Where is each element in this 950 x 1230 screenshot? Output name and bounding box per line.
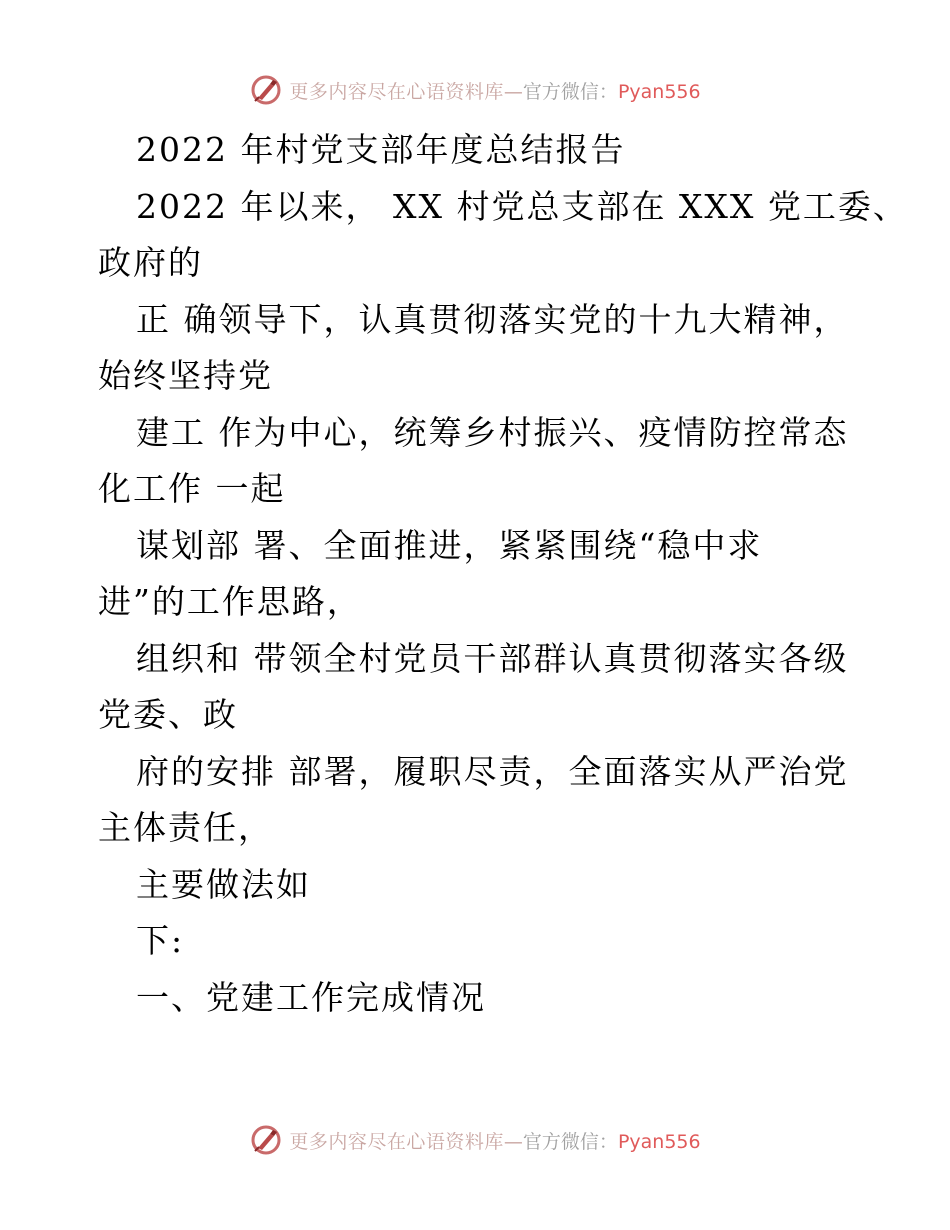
banner-wechat-id: Pyan556 xyxy=(617,1130,701,1153)
banner-wechat-id: Pyan556 xyxy=(617,80,701,103)
doc-line: 正 确领导下，认真贯彻落实党的十九大精神， xyxy=(136,299,849,339)
footer-banner xyxy=(0,1120,950,1160)
doc-line: 主体责任， xyxy=(98,808,273,847)
logo-pen-icon xyxy=(249,73,283,107)
banner-wechat-label: 官方微信： xyxy=(522,80,618,103)
banner-text xyxy=(289,77,700,104)
banner-site-name: 更多内容尽在心语资料库 xyxy=(289,1130,504,1153)
doc-line: 政府的 xyxy=(98,243,203,282)
doc-line: 进”的工作思路， xyxy=(98,582,362,621)
doc-line: 化工作 一起 xyxy=(98,469,286,508)
doc-line: 党委、政 xyxy=(98,695,238,734)
doc-title: 2022 年村党支部年度总结报告 xyxy=(136,130,626,169)
doc-line: 下: xyxy=(136,921,185,960)
doc-line: 组织和 带领全村党员干部群认真贯彻落实各级 xyxy=(136,638,849,678)
banner-text xyxy=(289,1127,700,1154)
banner-separator: — xyxy=(503,1130,523,1153)
doc-line: 主要做法如 xyxy=(136,864,311,904)
logo-pen-icon xyxy=(249,1123,283,1157)
banner-content xyxy=(249,1123,700,1157)
document-body xyxy=(98,122,908,1026)
banner-content xyxy=(249,73,700,107)
section-heading: 一、党建工作完成情况 xyxy=(136,977,486,1017)
banner-separator: — xyxy=(503,80,523,103)
doc-line: 谋划部 署、全面推进，紧紧围绕“稳中求 xyxy=(136,525,763,565)
banner-site-name: 更多内容尽在心语资料库 xyxy=(289,80,504,103)
doc-line: 2022 年以来， XX 村党总支部在 XXX 党工委、 xyxy=(136,186,908,226)
banner-wechat-label: 官方微信： xyxy=(522,1130,618,1153)
doc-line: 府的安排 部署，履职尽责，全面落实从严治党 xyxy=(136,751,849,791)
doc-line: 始终坚持党 xyxy=(98,356,273,395)
doc-line: 建工 作为中心，统筹乡村振兴、疫情防控常态 xyxy=(136,412,849,452)
header-banner xyxy=(0,70,950,110)
